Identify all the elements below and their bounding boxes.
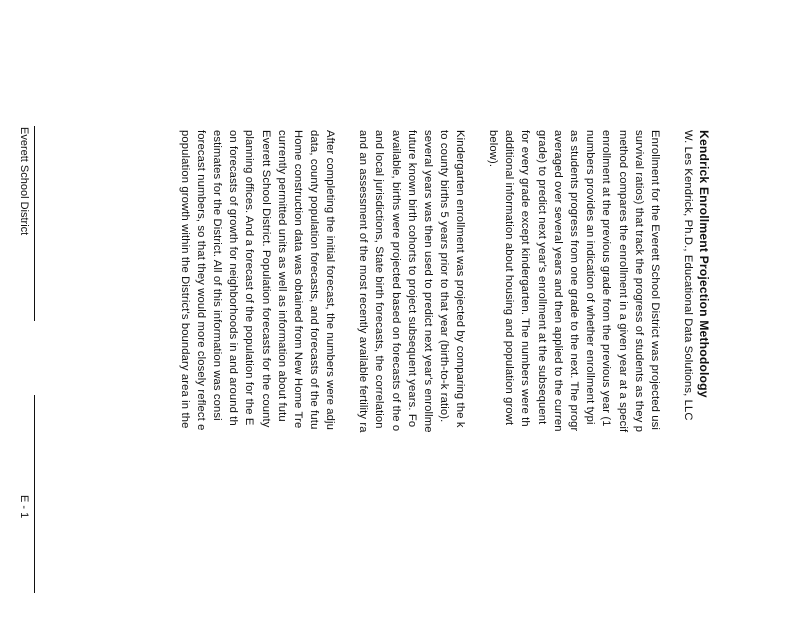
text-line: After completing the initial forecast, the numbers were adju (324, 130, 337, 431)
text-line: Home construction data was obtained from New Home Tre (292, 130, 305, 429)
text-line: as students progress from one grade to the next. The progr (568, 130, 581, 432)
paragraph-methodology (485, 130, 663, 618)
text-line: method compares the enrollment in a given year at a specif (616, 130, 629, 433)
text-line: currently permitted units as well as information about futu (275, 130, 288, 422)
text-line: future known birth cohorts to project subsequent years. Fo (405, 130, 418, 428)
text-line: population growth within the District's boundary area in the (178, 130, 191, 429)
text-line: planning offices. And a forecast of the population for the E (243, 130, 256, 426)
text-line: grade) to predict next year's enrollment at the subsequent (535, 130, 548, 425)
text-line: for every grade except kindergarten. The numbers were th (519, 130, 532, 427)
text-line: estimates for the District. All of this information was consi (211, 130, 224, 421)
text-line: Kindergarten enrollment was projected by comparing the k (454, 130, 467, 428)
text-line: several years was then used to predict next year's enrollme (421, 130, 434, 433)
document-author: W. Les Kendrick, Ph.D., Educational Data Solutions, LLC (681, 130, 694, 421)
text-line: survival ratios) that track the progress of students as they p (632, 130, 645, 433)
footer-rule-right (34, 395, 35, 593)
text-line: enrollment at the previous grade from the previous year (1 (600, 130, 613, 427)
document-title: Kendrick Enrollment Projection Methodology (697, 130, 711, 398)
footer-rule-left (34, 126, 35, 321)
text-line: to county births 5 years prior to that year (birth-to-k ratio). (438, 130, 451, 423)
text-line: and local jurisdictions, State birth forecasts, the correlation (373, 130, 386, 429)
text-line: and an assessment of the most recently available fertility ra (357, 130, 370, 433)
paragraph-kindergarten (355, 130, 468, 618)
text-line: numbers provides an indication of whether enrollment typi (584, 130, 597, 425)
footer-district-name: Everett School District (18, 127, 30, 236)
document-body (176, 130, 712, 618)
text-line: averaged over several years and then applied to the curren (551, 130, 564, 432)
text-line: forecast numbers, so that they would more closely reflect e (194, 130, 207, 431)
text-line: additional information about housing and population growt (503, 130, 516, 426)
text-line: Enrollment for the Everett School District was projected usi (649, 130, 662, 430)
text-line: on forecasts of growth for neighborhoods in and around th (227, 130, 240, 426)
paragraph-adjustments (176, 130, 338, 618)
text-line: below). (487, 130, 500, 168)
text-line: Everett School District. Population forecasts for the county (259, 130, 272, 428)
text-line: available, births were projected based on forecasts of the o (389, 130, 402, 432)
footer-page-number: E - 1 (18, 495, 30, 519)
text-line: data, county population forecasts, and forecasts of the futu (308, 130, 321, 430)
